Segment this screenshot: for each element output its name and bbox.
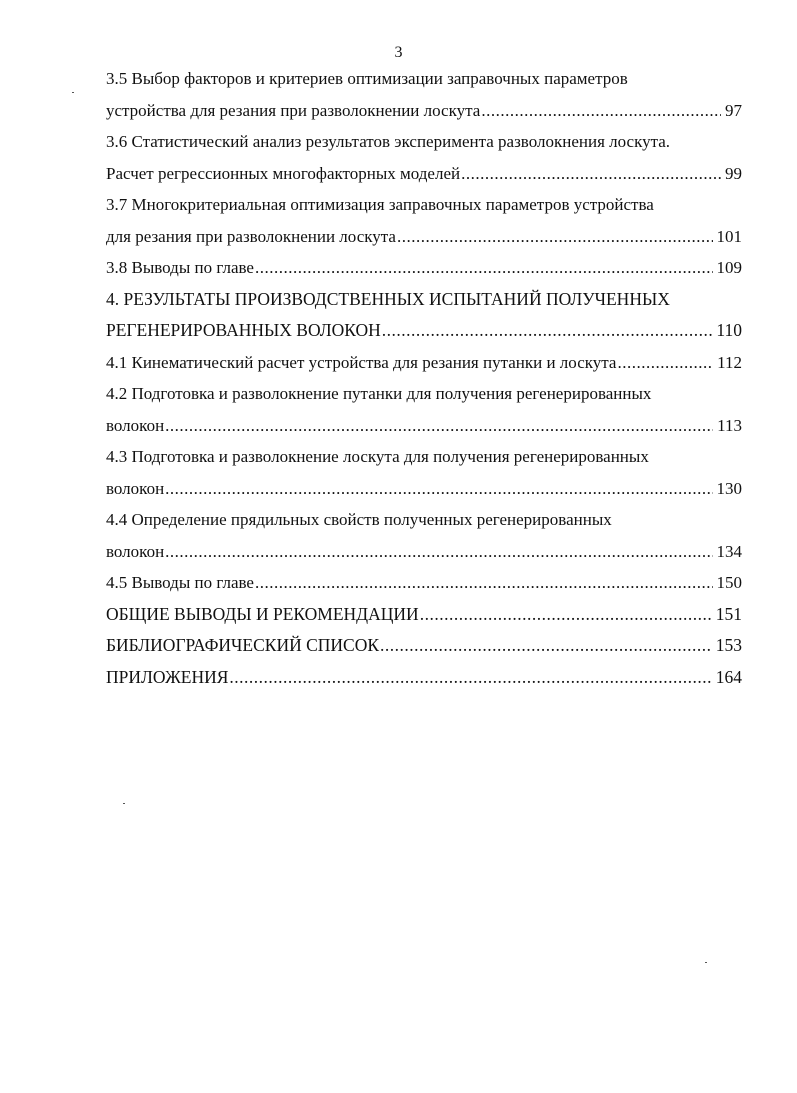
toc-entry-text: для резания при разволокнении лоскута — [106, 226, 396, 246]
toc-entry-3-6 — [106, 158, 742, 190]
toc-entry-4-4 — [106, 536, 742, 568]
toc-entry-text: БИБЛИОГРАФИЧЕСКИЙ СПИСОК — [106, 635, 380, 655]
dot-leader — [481, 95, 721, 127]
dot-leader — [255, 252, 713, 284]
toc-entry-text: Расчет регрессионных многофакторных моделей — [106, 163, 461, 183]
page-number: 3 — [394, 44, 403, 61]
toc-entry-4-1 — [106, 347, 742, 379]
toc-entry-4-2-title: 4.2 Подготовка и разволокнение путанки для получения регенерированных — [106, 384, 652, 403]
toc-entry-appendices — [106, 662, 742, 694]
dot-leader — [165, 473, 712, 505]
toc-page-number: 164 — [715, 666, 742, 687]
toc-chapter-4-title: 4. РЕЗУЛЬТАТЫ ПРОИЗВОДСТВЕННЫХ ИСПЫТАНИЙ ПОЛУЧЕННЫХ — [106, 288, 670, 309]
scan-speck — [705, 962, 707, 963]
toc-entry-4-3 — [106, 473, 742, 505]
toc-page-number: 150 — [716, 573, 742, 592]
toc-page-number: 112 — [717, 352, 742, 372]
toc-entry-3-7-title: 3.7 Многокритериальная оптимизация заправочных параметров устройства — [106, 195, 654, 214]
toc-entry-text: РЕГЕНЕРИРОВАННЫХ ВОЛОКОН — [106, 320, 381, 340]
toc-entry-text: 4.1 Кинематический расчет устройства для резания путанки и лоскута — [106, 352, 617, 372]
dot-leader — [165, 410, 713, 442]
toc-page-number: 151 — [715, 603, 742, 624]
toc-entry-4-4-title: 4.4 Определение прядильных свойств полученных регенерированных — [106, 510, 612, 529]
toc-entry-3-6-title: 3.6 Статистический анализ результатов эксперимента разволокнения лоскута. — [106, 132, 671, 151]
dot-leader — [165, 536, 712, 568]
toc-entry-4-5 — [106, 567, 742, 599]
toc-entry-text: волокон — [106, 478, 165, 498]
toc-page-number: 109 — [716, 258, 742, 277]
toc-entry-3-8 — [106, 252, 742, 284]
toc-entry-3-5 — [106, 95, 742, 127]
toc-entry-3-7 — [106, 221, 742, 253]
toc-entry-text: 4.5 Выводы по главе — [106, 573, 254, 592]
toc-page-number: 153 — [715, 635, 742, 655]
toc-entry-text: ПРИЛОЖЕНИЯ — [106, 666, 229, 687]
toc-entry-text: волокон — [106, 541, 165, 561]
dot-leader — [380, 630, 712, 662]
dot-leader — [617, 347, 713, 379]
dot-leader — [461, 158, 721, 190]
toc-entry-text: волокон — [106, 415, 165, 435]
dot-leader — [397, 221, 713, 253]
dot-leader — [229, 662, 711, 694]
dot-leader — [382, 315, 713, 347]
toc-chapter-4 — [106, 315, 742, 347]
toc-entry-4-2 — [106, 410, 742, 442]
toc-page-number: 110 — [716, 320, 742, 340]
dot-leader — [255, 567, 713, 599]
toc-page-number: 101 — [716, 226, 742, 246]
toc-entry-3-5-title: 3.5 Выбор факторов и критериев оптимизации заправочных параметров — [106, 69, 628, 88]
toc-page-number: 134 — [716, 541, 742, 561]
table-of-contents — [106, 63, 742, 693]
toc-entry-text: 3.8 Выводы по главе — [106, 258, 254, 277]
toc-page-number: 99 — [725, 163, 742, 183]
toc-page-number: 97 — [725, 100, 742, 120]
toc-entry-conclusions — [106, 599, 742, 631]
dot-leader — [420, 599, 712, 631]
scan-speck — [72, 92, 74, 93]
toc-entry-4-3-title: 4.3 Подготовка и разволокнение лоскута для получения регенерированных — [106, 447, 649, 466]
toc-entry-bibliography — [106, 630, 742, 662]
scan-speck — [123, 803, 125, 804]
toc-entry-text: ОБЩИЕ ВЫВОДЫ И РЕКОМЕНДАЦИИ — [106, 603, 419, 624]
toc-entry-text: устройства для резания при разволокнении лоскута — [106, 100, 481, 120]
toc-page-number: 130 — [716, 478, 742, 498]
toc-page-number: 113 — [717, 415, 742, 435]
